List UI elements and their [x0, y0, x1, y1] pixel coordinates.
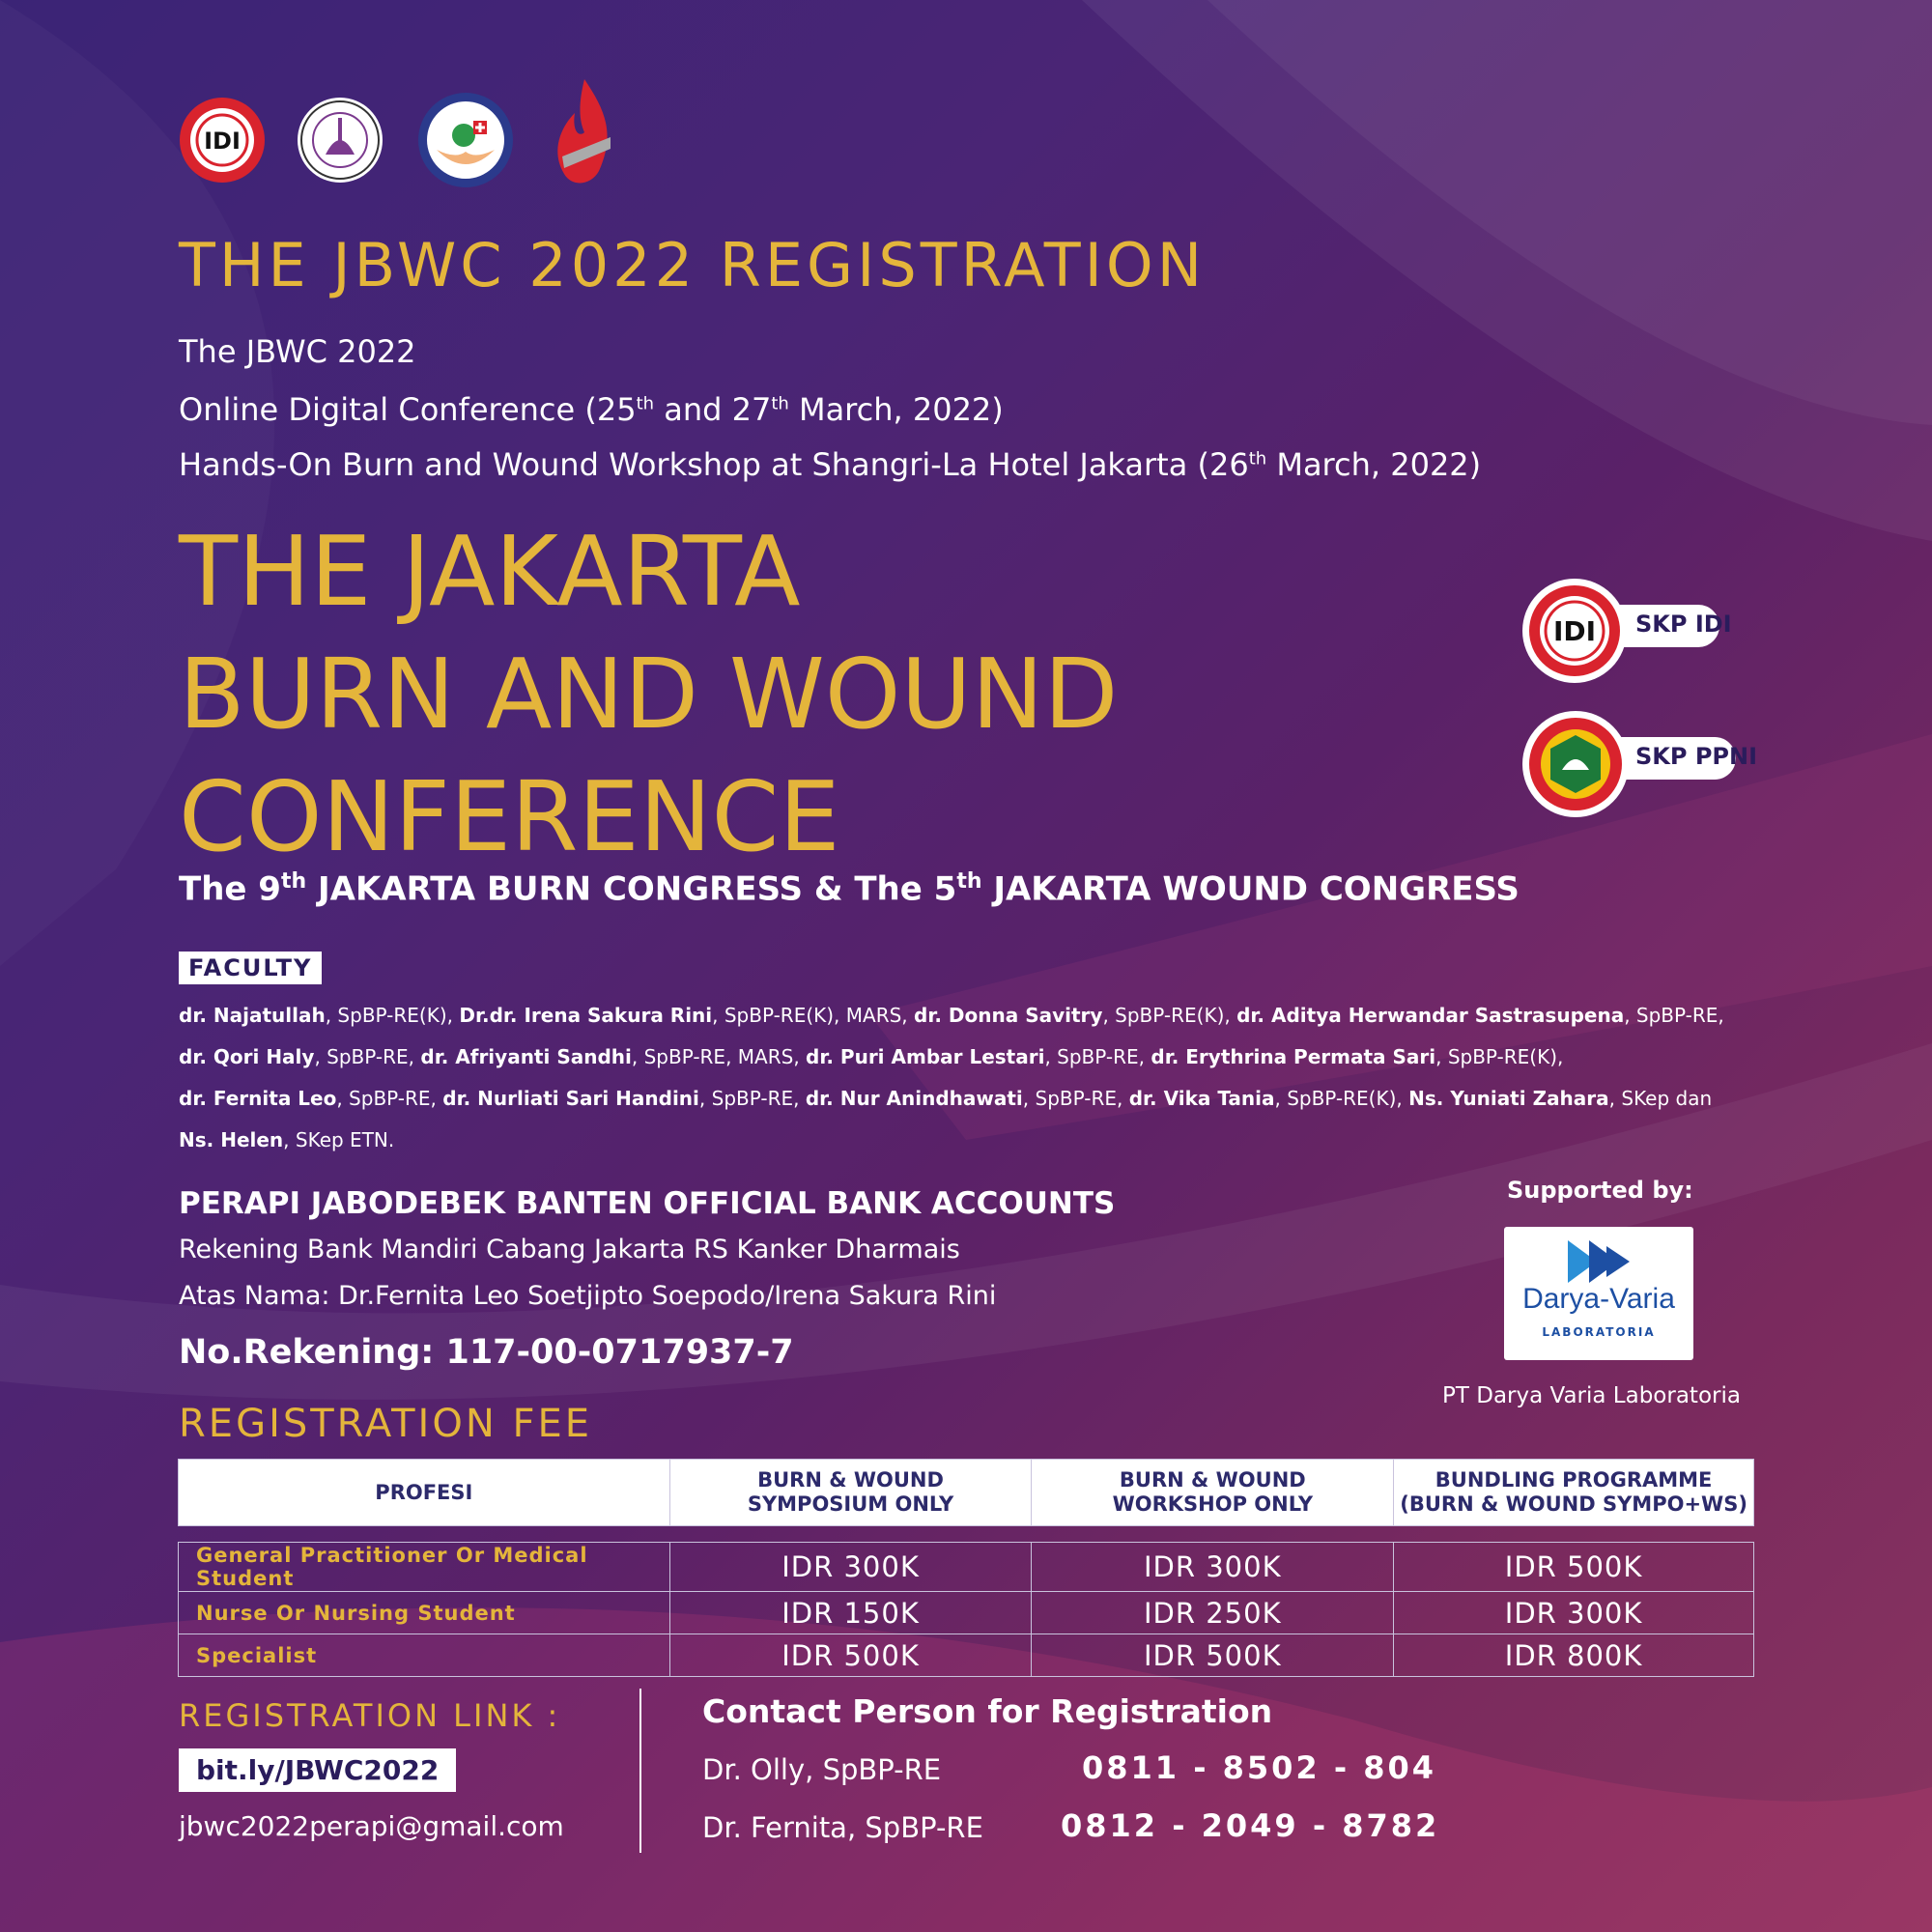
faculty-member-name: dr. Donna Savitry — [914, 1004, 1103, 1027]
registration-fee-heading: REGISTRATION FEE — [179, 1402, 593, 1446]
registration-link-heading: REGISTRATION LINK : — [179, 1697, 561, 1734]
darya-varia-arrow-icon — [1568, 1240, 1630, 1283]
faculty-member-name: dr. Fernita Leo — [179, 1087, 337, 1110]
faculty-label: FACULTY — [179, 952, 322, 984]
faculty-member-name: Ns. Yuniati Zahara — [1408, 1087, 1609, 1110]
faculty-member-title: , SpBP-RE, — [698, 1087, 806, 1110]
fee-cell: IDR 500K — [669, 1634, 1032, 1677]
profession-cell: Nurse Or Nursing Student — [179, 1592, 670, 1634]
faculty-member-title: , SpBP-RE, MARS, — [631, 1045, 807, 1068]
table-row — [179, 1543, 1754, 1592]
faculty-member-title: , SpBP-RE(K), — [325, 1004, 460, 1027]
registration-link[interactable]: bit.ly/JBWC2022 — [179, 1748, 456, 1792]
account-number: No.Rekening: 117-00-0717937-7 — [179, 1333, 794, 1372]
skp-ppni-label: SKP PPNI — [1635, 743, 1758, 770]
profession-cell: General Practitioner Or Medical Student — [179, 1543, 670, 1592]
faculty-member-title: , SpBP-RE(K), — [1102, 1004, 1237, 1027]
darya-varia-sub: LABORATORIA — [1542, 1325, 1656, 1339]
faculty-member-name: dr. Qori Haly — [179, 1045, 315, 1068]
skp-idi-label: SKP IDI — [1635, 611, 1732, 638]
faculty-member-name: dr. Najatullah — [179, 1004, 326, 1027]
skp-idi-badge — [1521, 578, 1758, 669]
svg-text:IDI: IDI — [204, 128, 241, 155]
faculty-list — [179, 995, 1744, 1161]
header-workshop: BURN & WOUND WORKSHOP ONLY — [1032, 1460, 1394, 1526]
faculty-member-title: , SpBP-RE, — [1022, 1087, 1129, 1110]
registration-fee-table — [178, 1459, 1754, 1677]
faculty-member-title: , SpBP-RE, — [336, 1087, 443, 1110]
faculty-member-name: dr. Erythrina Permata Sari — [1151, 1045, 1436, 1068]
faculty-member-name: dr. Puri Ambar Lestari — [806, 1045, 1045, 1068]
profession-cell: Specialist — [179, 1634, 670, 1677]
faculty-member-name: dr. Nur Anindhawati — [805, 1087, 1023, 1110]
fee-cell: IDR 500K — [1394, 1543, 1754, 1592]
faculty-member-title: , SpBP-RE, — [1624, 1004, 1724, 1027]
fee-cell: IDR 250K — [1032, 1592, 1394, 1634]
faculty-member-title: , SpBP-RE, — [314, 1045, 421, 1068]
skp-ppni-badge — [1521, 710, 1758, 802]
faculty-member-title: , SpBP-RE, — [1044, 1045, 1151, 1068]
faculty-member-name: dr. Aditya Herwandar Sastrasupena — [1236, 1004, 1625, 1027]
main-title-line-2: BURN AND WOUND — [179, 638, 1119, 751]
contact-phone[interactable]: 0812 - 2049 - 8782 — [1061, 1807, 1440, 1844]
svg-text:IDI: IDI — [1552, 615, 1597, 647]
faculty-member-title: , SKep ETN. — [283, 1128, 395, 1151]
fee-cell: IDR 300K — [1032, 1543, 1394, 1592]
registration-email[interactable]: jbwc2022perapi@gmail.com — [179, 1810, 564, 1842]
darya-varia-logo — [1504, 1227, 1693, 1360]
perapi-logo-icon — [297, 97, 384, 184]
contact-name: Dr. Olly, SpBP-RE — [702, 1753, 942, 1786]
main-title-line-1: THE JAKARTA — [179, 515, 801, 628]
header-symposium: BURN & WOUND SYMPOSIUM ONLY — [669, 1460, 1032, 1526]
faculty-member-name: Ns. Helen — [179, 1128, 284, 1151]
online-conference-dates: Online Digital Conference (25th and 27th March, 2022) — [179, 391, 1004, 428]
table-row — [179, 1592, 1754, 1634]
conference-main-title — [179, 510, 1118, 878]
jakarta-wound-course-logo-icon — [417, 92, 514, 188]
fee-cell: IDR 800K — [1394, 1634, 1754, 1677]
fee-header-row — [179, 1460, 1754, 1526]
darya-varia-name: Darya-Varia — [1522, 1283, 1675, 1315]
divider — [639, 1689, 641, 1853]
faculty-member-title: , SpBP-RE(K), — [1435, 1045, 1564, 1068]
registration-title: THE JBWC 2022 REGISTRATION — [179, 230, 1207, 300]
faculty-member-name: Dr.dr. Irena Sakura Rini — [459, 1004, 713, 1027]
idi-logo-icon — [179, 97, 266, 184]
contact-phone[interactable]: 0811 - 8502 - 804 — [1082, 1749, 1437, 1786]
supported-by-label: Supported by: — [1507, 1177, 1693, 1204]
table-row — [179, 1634, 1754, 1677]
faculty-member-name: dr. Vika Tania — [1128, 1087, 1275, 1110]
fee-cell: IDR 500K — [1032, 1634, 1394, 1677]
faculty-member-name: dr. Nurliati Sari Handini — [442, 1087, 699, 1110]
account-holder: Atas Nama: Dr.Fernita Leo Soetjipto Soepodo/Irena Sakura Rini — [179, 1281, 997, 1311]
congress-subtitle: The 9th JAKARTA BURN CONGRESS & The 5th JAKARTA WOUND CONGRESS — [179, 869, 1520, 909]
contact-name: Dr. Fernita, SpBP-RE — [702, 1811, 983, 1844]
ppni-badge-icon — [1521, 710, 1630, 818]
fee-cell: IDR 300K — [1394, 1592, 1754, 1634]
workshop-venue-date: Hands-On Burn and Wound Workshop at Shangri-La Hotel Jakarta (26th March, 2022) — [179, 446, 1482, 483]
flame-anniversary-logo-icon — [551, 79, 618, 190]
bank-branch: Rekening Bank Mandiri Cabang Jakarta RS Kanker Dharmais — [179, 1235, 960, 1264]
faculty-member-title: , SpBP-RE(K), — [1274, 1087, 1409, 1110]
faculty-member-title: , SpBP-RE(K), MARS, — [712, 1004, 915, 1027]
idi-badge-icon — [1521, 578, 1628, 684]
bank-accounts-heading: PERAPI JABODEBEK BANTEN OFFICIAL BANK ACCOUNTS — [179, 1186, 1116, 1221]
header-profesi: PROFESI — [179, 1460, 670, 1526]
faculty-member-title: , SKep dan — [1608, 1087, 1713, 1110]
sponsor-caption: PT Darya Varia Laboratoria — [1442, 1383, 1741, 1408]
faculty-member-name: dr. Afriyanti Sandhi — [420, 1045, 632, 1068]
header-bundling: BUNDLING PROGRAMME (BURN & WOUND SYMPO+WS) — [1394, 1460, 1754, 1526]
contact-heading: Contact Person for Registration — [702, 1692, 1273, 1730]
event-name: The JBWC 2022 — [179, 333, 416, 370]
fee-cell: IDR 150K — [669, 1592, 1032, 1634]
main-title-line-3: CONFERENCE — [179, 760, 840, 873]
fee-cell: IDR 300K — [669, 1543, 1032, 1592]
